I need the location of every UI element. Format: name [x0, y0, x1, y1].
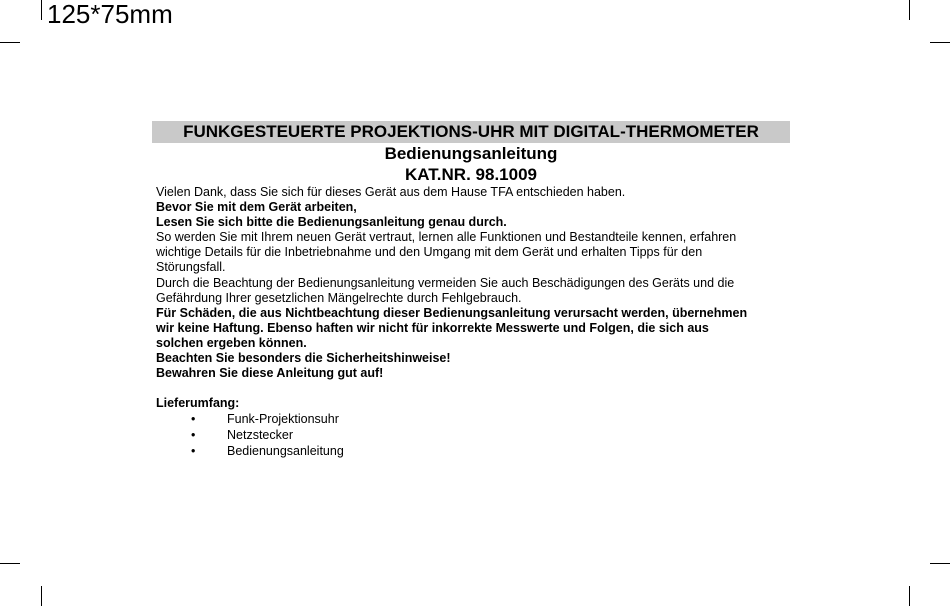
section-gap	[156, 381, 790, 396]
avoid-line-2: Gefährdung Ihrer gesetzlichen Mängelrechte durch Fehlgebrauch.	[156, 290, 522, 305]
list-item	[156, 443, 790, 459]
keep-note: Bewahren Sie diese Anleitung gut auf!	[156, 366, 384, 381]
list-item-label: Netzstecker	[227, 428, 293, 443]
crop-mark-left-bottom	[0, 563, 20, 564]
familiar-line-3: Störungsfall.	[156, 260, 226, 275]
crop-mark-bottom-left	[41, 586, 42, 606]
familiar-line-1: So werden Sie mit Ihrem neuen Gerät vertraut, lernen alle Funktionen und Bestandteile kennen, erfahren	[156, 230, 737, 245]
bullet-icon: •	[191, 444, 196, 459]
crop-mark-right-top	[930, 42, 950, 43]
avoid-line-1: Durch die Beachtung der Bedienungsanleitung vermeiden Sie auch Beschädigungen des Geräts und die	[156, 275, 735, 290]
list-item-label: Funk-Projektionsuhr	[227, 412, 339, 427]
crop-mark-bottom-right	[909, 586, 910, 606]
safety-note: Beachten Sie besonders die Sicherheitshinweise!	[156, 351, 451, 366]
before-use-line-1: Bevor Sie mit dem Gerät arbeiten,	[156, 200, 357, 215]
scope-heading: Lieferumfang:	[156, 396, 240, 411]
crop-mark-top-left	[41, 0, 42, 20]
document-subtitle: Bedienungsanleitung	[384, 144, 558, 163]
bullet-icon: •	[191, 428, 196, 443]
crop-mark-right-bottom	[930, 563, 950, 564]
bullet-icon: •	[191, 412, 196, 427]
crop-mark-top-right	[909, 0, 910, 20]
list-item	[156, 411, 790, 427]
before-use-line-2: Lesen Sie sich bitte die Bedienungsanleitung genau durch.	[156, 215, 507, 230]
scope-list	[156, 411, 790, 459]
document-title: FUNKGESTEUERTE PROJEKTIONS-UHR MIT DIGITAL-THERMOMETER	[152, 121, 790, 143]
page-size-label: 125*75mm	[47, 0, 173, 29]
liability-line-2: wir keine Haftung. Ebenso haften wir nicht für inkorrekte Messwerte und Folgen, die sich aus	[156, 320, 709, 335]
crop-mark-left-top	[0, 42, 20, 43]
familiar-line-2: wichtige Details für die Inbetriebnahme und den Umgang mit dem Gerät und erhalten Tipps für den	[156, 245, 703, 260]
manual-page	[152, 121, 790, 459]
liability-line-3: solchen ergeben können.	[156, 335, 307, 350]
catalog-number: KAT.NR. 98.1009	[405, 165, 537, 184]
liability-line-1: Für Schäden, die aus Nichtbeachtung dieser Bedienungsanleitung verursacht werden, übernehmen	[156, 305, 748, 320]
list-item	[156, 427, 790, 443]
intro-text	[152, 185, 790, 459]
thanks-line: Vielen Dank, dass Sie sich für dieses Gerät aus dem Hause TFA entschieden haben.	[156, 185, 626, 199]
list-item-label: Bedienungsanleitung	[227, 444, 344, 459]
